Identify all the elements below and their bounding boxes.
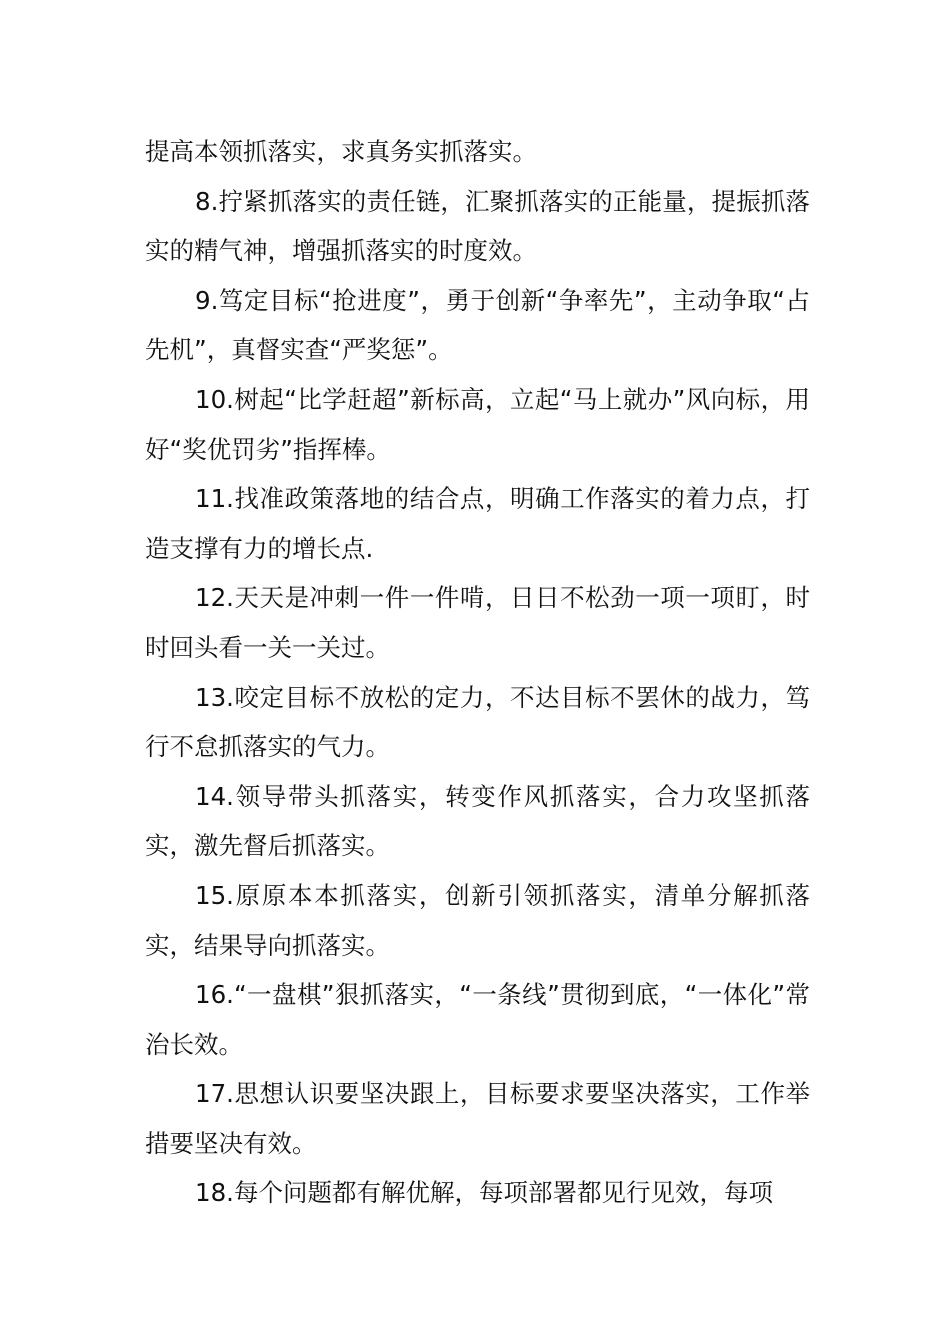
paragraph-item-17: 17.思想认识要坚决跟上，目标要求要坚决落实，工作举措要坚决有效。 [145,1079,810,1158]
paragraph-item-9: 9.笃定目标“抢进度”，勇于创新“争率先”，主动争取“占先机”，真督实查“严奖惩”。 [145,285,810,365]
paragraph-item-11: 11.找准政策落地的结合点，明确工作落实的着力点，打造支撑有力的增长点. [145,484,810,563]
paragraph-continuation: 提高本领抓落实，求真务实抓落实。 [145,137,537,166]
paragraph-item-10: 10.树起“比学赶超”新标高，立起“马上就办”风向标，用好“奖优罚劣”指挥棒。 [145,384,810,464]
paragraph-item-12: 12.天天是冲刺一件一件啃，日日不松劲一项一项盯，时时回头看一关一关过。 [145,583,810,662]
paragraph-item-16: 16.“一盘棋”狠抓落实，“一条线”贯彻到底，“一体化”常治长效。 [145,980,810,1059]
paragraph-item-18: 18.每个问题都有解优解，每项部署都见行见效，每项 [195,1178,773,1208]
body-text [145,127,810,1218]
paragraph-item-8: 8.拧紧抓落实的责任链，汇聚抓落实的正能量，提振抓落实的精气神，增强抓落实的时度效。 [145,186,810,266]
paragraph-item-14: 14.领导带头抓落实，转变作风抓落实，合力攻坚抓落实，激先督后抓落实。 [145,781,810,861]
paragraph-item-13: 13.咬定目标不放松的定力，不达目标不罢休的战力，笃行不怠抓落实的气力。 [145,682,810,762]
paragraph-item-15: 15.原原本本抓落实，创新引领抓落实，清单分解抓落实，结果导向抓落实。 [145,880,810,960]
